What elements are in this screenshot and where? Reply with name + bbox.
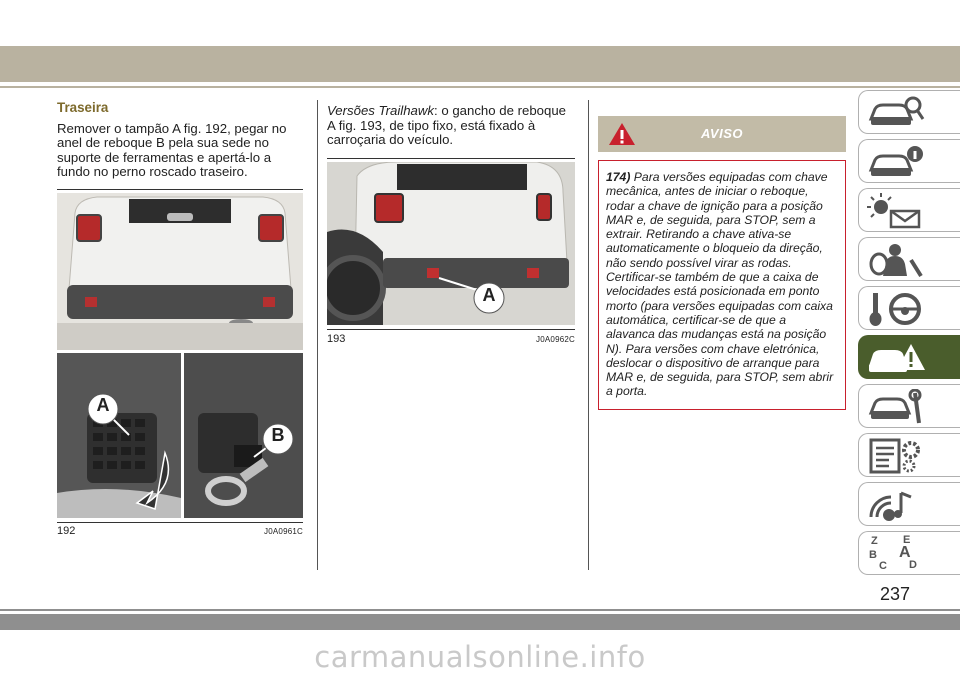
trailhawk-label: Versões Trailhawk	[327, 103, 434, 118]
warning-body	[598, 160, 846, 410]
tab-car-wrench[interactable]	[858, 384, 960, 428]
left-paragraph: Remover o tampão A fig. 192, pegar no anel de reboque B pela sua sede no suporte de ferramentas e apertá-lo a fundo no perno roscado traseiro.	[57, 120, 287, 179]
tab-car-search[interactable]	[858, 90, 960, 134]
warning-triangle-icon	[608, 122, 636, 146]
car-info-icon	[867, 144, 927, 180]
tab-light-mail[interactable]	[858, 188, 960, 232]
middle-figure-rule	[327, 158, 575, 159]
middle-caption-rule	[327, 329, 575, 330]
top-rule	[0, 86, 960, 88]
index-letter: Z	[871, 535, 878, 547]
warning-header	[598, 116, 846, 152]
warning-note-number: 174)	[606, 170, 631, 184]
label-a-193: A	[482, 285, 496, 305]
column-divider-right	[588, 100, 589, 570]
warning-text: Para versões equipadas com chave mecânica, antes de iniciar o reboque, rodar a chave de ignição para a posição MAR e, de seguida, para STOP, sem a extrair. Retirando a chave ativa-se automaticamente o bloqueio da direção, não sendo possível virar as rodas. Certificar-se também de que a caixa de velocidades está posicionada em ponto morto (para versões equipadas com caixa automática, certificar-se de que a alavanca das mudanças está na posição N). Para versões com chave eletrónica, deslocar o dispositivo de arranque para MAR e, de seguida, para STOP, sem abrir a porta.	[606, 170, 834, 399]
index-letter: A	[899, 544, 911, 561]
figure-192-detail-a	[57, 353, 181, 518]
bottom-band	[0, 614, 960, 630]
tab-document-gear[interactable]	[858, 433, 960, 477]
tab-key-steering[interactable]	[858, 286, 960, 330]
tab-car-info[interactable]	[858, 139, 960, 183]
left-caption-rule	[57, 522, 303, 523]
tab-alphabet-index[interactable]	[858, 531, 960, 575]
watermark: carmanualsonline.info	[314, 640, 646, 674]
music-signal-icon	[867, 487, 927, 523]
trailhawk-rear-illustration	[327, 162, 575, 325]
alphabet-index-icon	[869, 534, 929, 574]
index-letter: C	[879, 560, 887, 572]
figure-code: J0A0961C	[264, 527, 303, 536]
section-heading: Traseira	[57, 100, 109, 115]
figure-193-photo	[327, 162, 575, 325]
car-warning-icon	[867, 340, 927, 376]
column-divider-left	[317, 100, 318, 570]
tab-music-signal[interactable]	[858, 482, 960, 526]
car-wrench-icon	[867, 389, 927, 425]
middle-paragraph	[327, 104, 575, 148]
left-column	[57, 101, 303, 180]
figure-code: J0A0962C	[536, 335, 575, 344]
index-letter: E	[903, 534, 911, 546]
label-b: B	[271, 425, 285, 445]
label-a: A	[96, 395, 110, 415]
bumper-cap-illustration	[57, 353, 181, 518]
index-letter: D	[909, 559, 917, 571]
tab-car-warning[interactable]	[858, 335, 960, 379]
left-figure-rule	[57, 189, 303, 190]
bottom-rule	[0, 609, 960, 611]
light-mail-icon	[867, 193, 927, 229]
warning-title: AVISO	[701, 126, 743, 141]
middle-column	[327, 104, 575, 148]
figure-192-top-photo	[57, 193, 303, 350]
index-letter: B	[869, 549, 877, 561]
key-steering-icon	[867, 291, 927, 327]
top-band	[0, 46, 960, 82]
car-search-icon	[867, 95, 927, 131]
document-gear-icon	[867, 438, 927, 474]
figure-number: 193	[327, 333, 346, 345]
figure-192-caption	[57, 525, 303, 537]
rear-car-illustration	[57, 193, 303, 350]
figure-number: 192	[57, 525, 76, 537]
tab-airbag-person[interactable]	[858, 237, 960, 281]
figure-193-caption	[327, 333, 575, 345]
middle-paragraph-text: : o gancho de reboque A fig. 193, de tipo fixo, está fixado à carroçaria do veículo.	[327, 103, 566, 147]
airbag-person-icon	[867, 242, 927, 278]
page-number: 237	[879, 584, 911, 604]
figure-192-detail-b	[184, 353, 303, 518]
